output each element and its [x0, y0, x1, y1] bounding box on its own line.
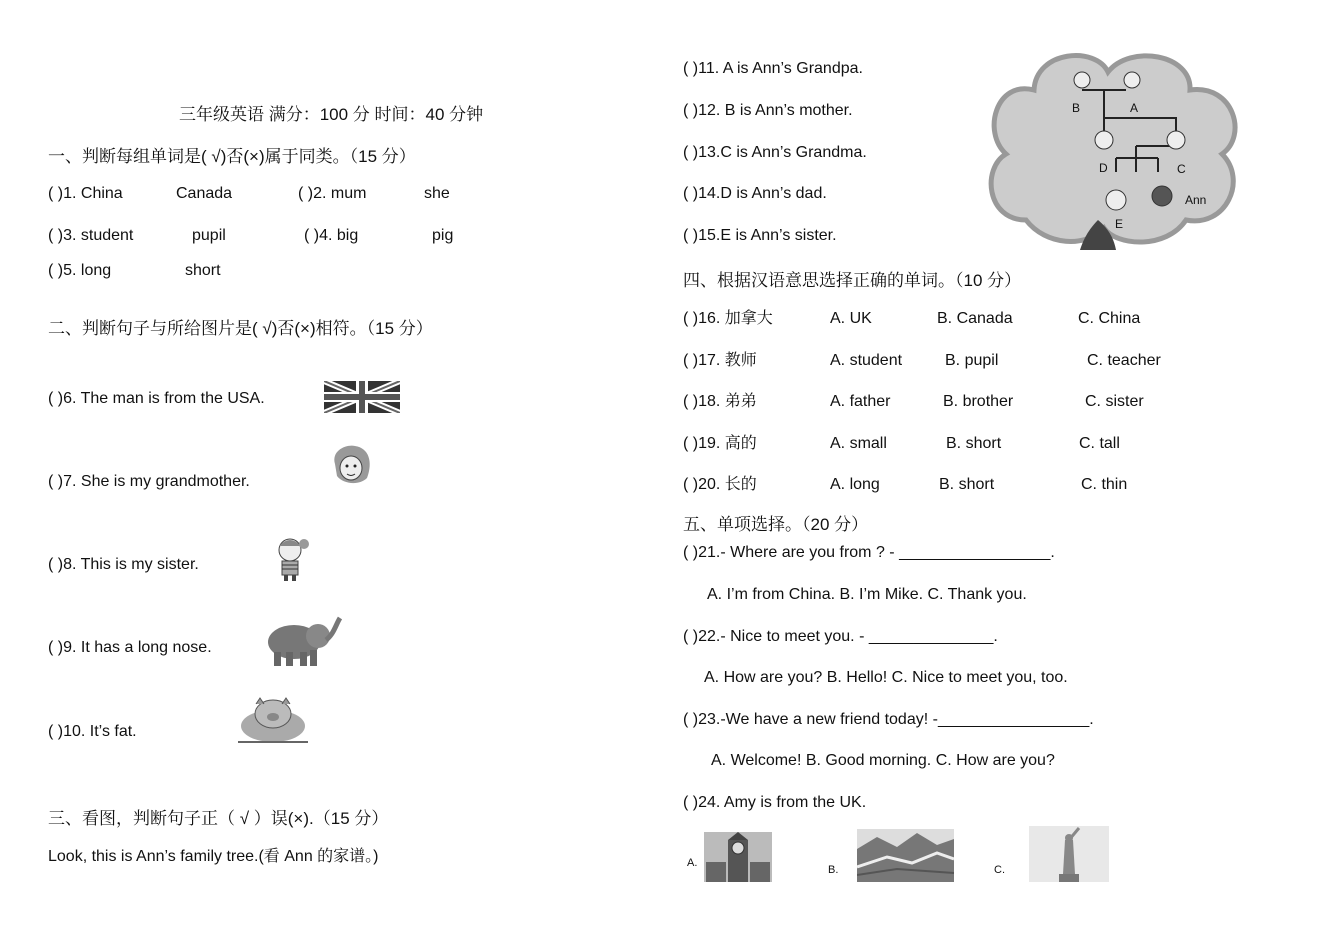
question-18-option-b: B. brother: [943, 393, 1014, 410]
question-18: ( )18. 弟弟: [683, 393, 757, 410]
question-19: ( )19. 高的: [683, 435, 757, 452]
question-22-options: A. How are you? B. Hello! C. Nice to meet you, too.: [704, 669, 1068, 686]
page-title: 三年级英语 满分：100 分 时间：40 分钟: [179, 105, 484, 124]
question-17-option-c: C. teacher: [1087, 352, 1161, 369]
question-20-option-a: A. long: [830, 476, 880, 493]
question-17-option-b: B. pupil: [945, 352, 999, 369]
question-16-option-c: C. China: [1078, 310, 1141, 327]
question-1: ( )1. China: [48, 185, 123, 202]
question-16: ( )16. 加拿大: [683, 310, 773, 327]
question-1-word-b: Canada: [176, 185, 233, 202]
tree-label-b: B: [1072, 101, 1081, 115]
question-9: ( )9. It has a long nose.: [48, 639, 212, 656]
question-21: ( )21.- Where are you from ? - _________________.: [683, 544, 1055, 561]
great-wall-image: [857, 829, 954, 882]
section-3-heading: 三、看图，判断句子正（ √ ）误(×).（15 分）: [48, 809, 389, 828]
q24-label-c: C.: [994, 864, 1005, 876]
question-4-word-b: pig: [432, 227, 454, 244]
pig-image: [234, 696, 312, 744]
question-20: ( )20. 长的: [683, 476, 757, 493]
family-tree-intro: Look, this is Ann’s family tree.(看 Ann 的家谱。): [48, 848, 379, 865]
tree-label-c: C: [1177, 162, 1186, 176]
question-11: ( )11. A is Ann’s Grandpa.: [683, 60, 863, 77]
question-2: ( )2. mum: [298, 185, 367, 202]
question-13: ( )13.C is Ann’s Grandma.: [683, 144, 867, 161]
question-23: ( )23.-We have a new friend today! -_________________.: [683, 711, 1094, 728]
big-ben-image: [704, 832, 772, 882]
question-22: ( )22.- Nice to meet you. - ______________.: [683, 628, 998, 645]
question-15: ( )15.E is Ann’s sister.: [683, 227, 837, 244]
question-14: ( )14.D is Ann’s dad.: [683, 185, 827, 202]
question-17: ( )17. 教师: [683, 352, 757, 369]
q24-label-a: A.: [687, 857, 698, 869]
girl-image: [268, 536, 318, 582]
question-17-option-a: A. student: [830, 352, 903, 369]
section-2-heading: 二、判断句子与所给图片是( √)否(×)相符。（15 分）: [48, 319, 433, 338]
question-2-word-b: she: [424, 185, 450, 202]
woman-face-image: [329, 444, 373, 486]
question-10: ( )10. It’s fat.: [48, 723, 137, 740]
tree-label-d: D: [1099, 161, 1108, 175]
question-24: ( )24. Amy is from the UK.: [683, 794, 867, 811]
question-21-options: A. I’m from China. B. I’m Mike. C. Thank you.: [707, 586, 1027, 603]
question-18-option-c: C. sister: [1085, 393, 1144, 410]
section-5-heading: 五、单项选择。（20 分）: [683, 515, 869, 534]
question-20-option-b: B. short: [939, 476, 995, 493]
statue-of-liberty-image: [1029, 826, 1109, 882]
question-20-option-c: C. thin: [1081, 476, 1128, 493]
question-6: ( )6. The man is from the USA.: [48, 390, 265, 407]
question-19-option-b: B. short: [946, 435, 1002, 452]
question-16-option-a: A. UK: [830, 310, 872, 327]
question-19-option-a: A. small: [830, 435, 887, 452]
question-23-options: A. Welcome! B. Good morning. C. How are you?: [711, 752, 1055, 769]
question-18-option-a: A. father: [830, 393, 891, 410]
question-12: ( )12. B is Ann’s mother.: [683, 102, 853, 119]
uk-flag-image: [324, 381, 400, 413]
question-3: ( )3. student: [48, 227, 134, 244]
question-8: ( )8. This is my sister.: [48, 556, 199, 573]
question-7: ( )7. She is my grandmother.: [48, 473, 250, 490]
question-5: ( )5. long: [48, 262, 112, 279]
question-19-option-c: C. tall: [1079, 435, 1120, 452]
question-5-word-b: short: [185, 262, 221, 279]
tree-label-a: A: [1130, 101, 1139, 115]
q24-label-b: B.: [828, 864, 839, 876]
question-3-word-b: pupil: [192, 227, 226, 244]
section-4-heading: 四、根据汉语意思选择正确的单词。（10 分）: [683, 271, 1022, 290]
tree-label-e: E: [1115, 217, 1124, 231]
elephant-image: [264, 614, 344, 668]
tree-label-ann: Ann: [1185, 193, 1207, 207]
section-1-heading: 一、判断每组单词是( √)否(×)属于同类。（15 分）: [48, 147, 416, 166]
question-4: ( )4. big: [304, 227, 359, 244]
question-16-option-b: B. Canada: [937, 310, 1013, 327]
